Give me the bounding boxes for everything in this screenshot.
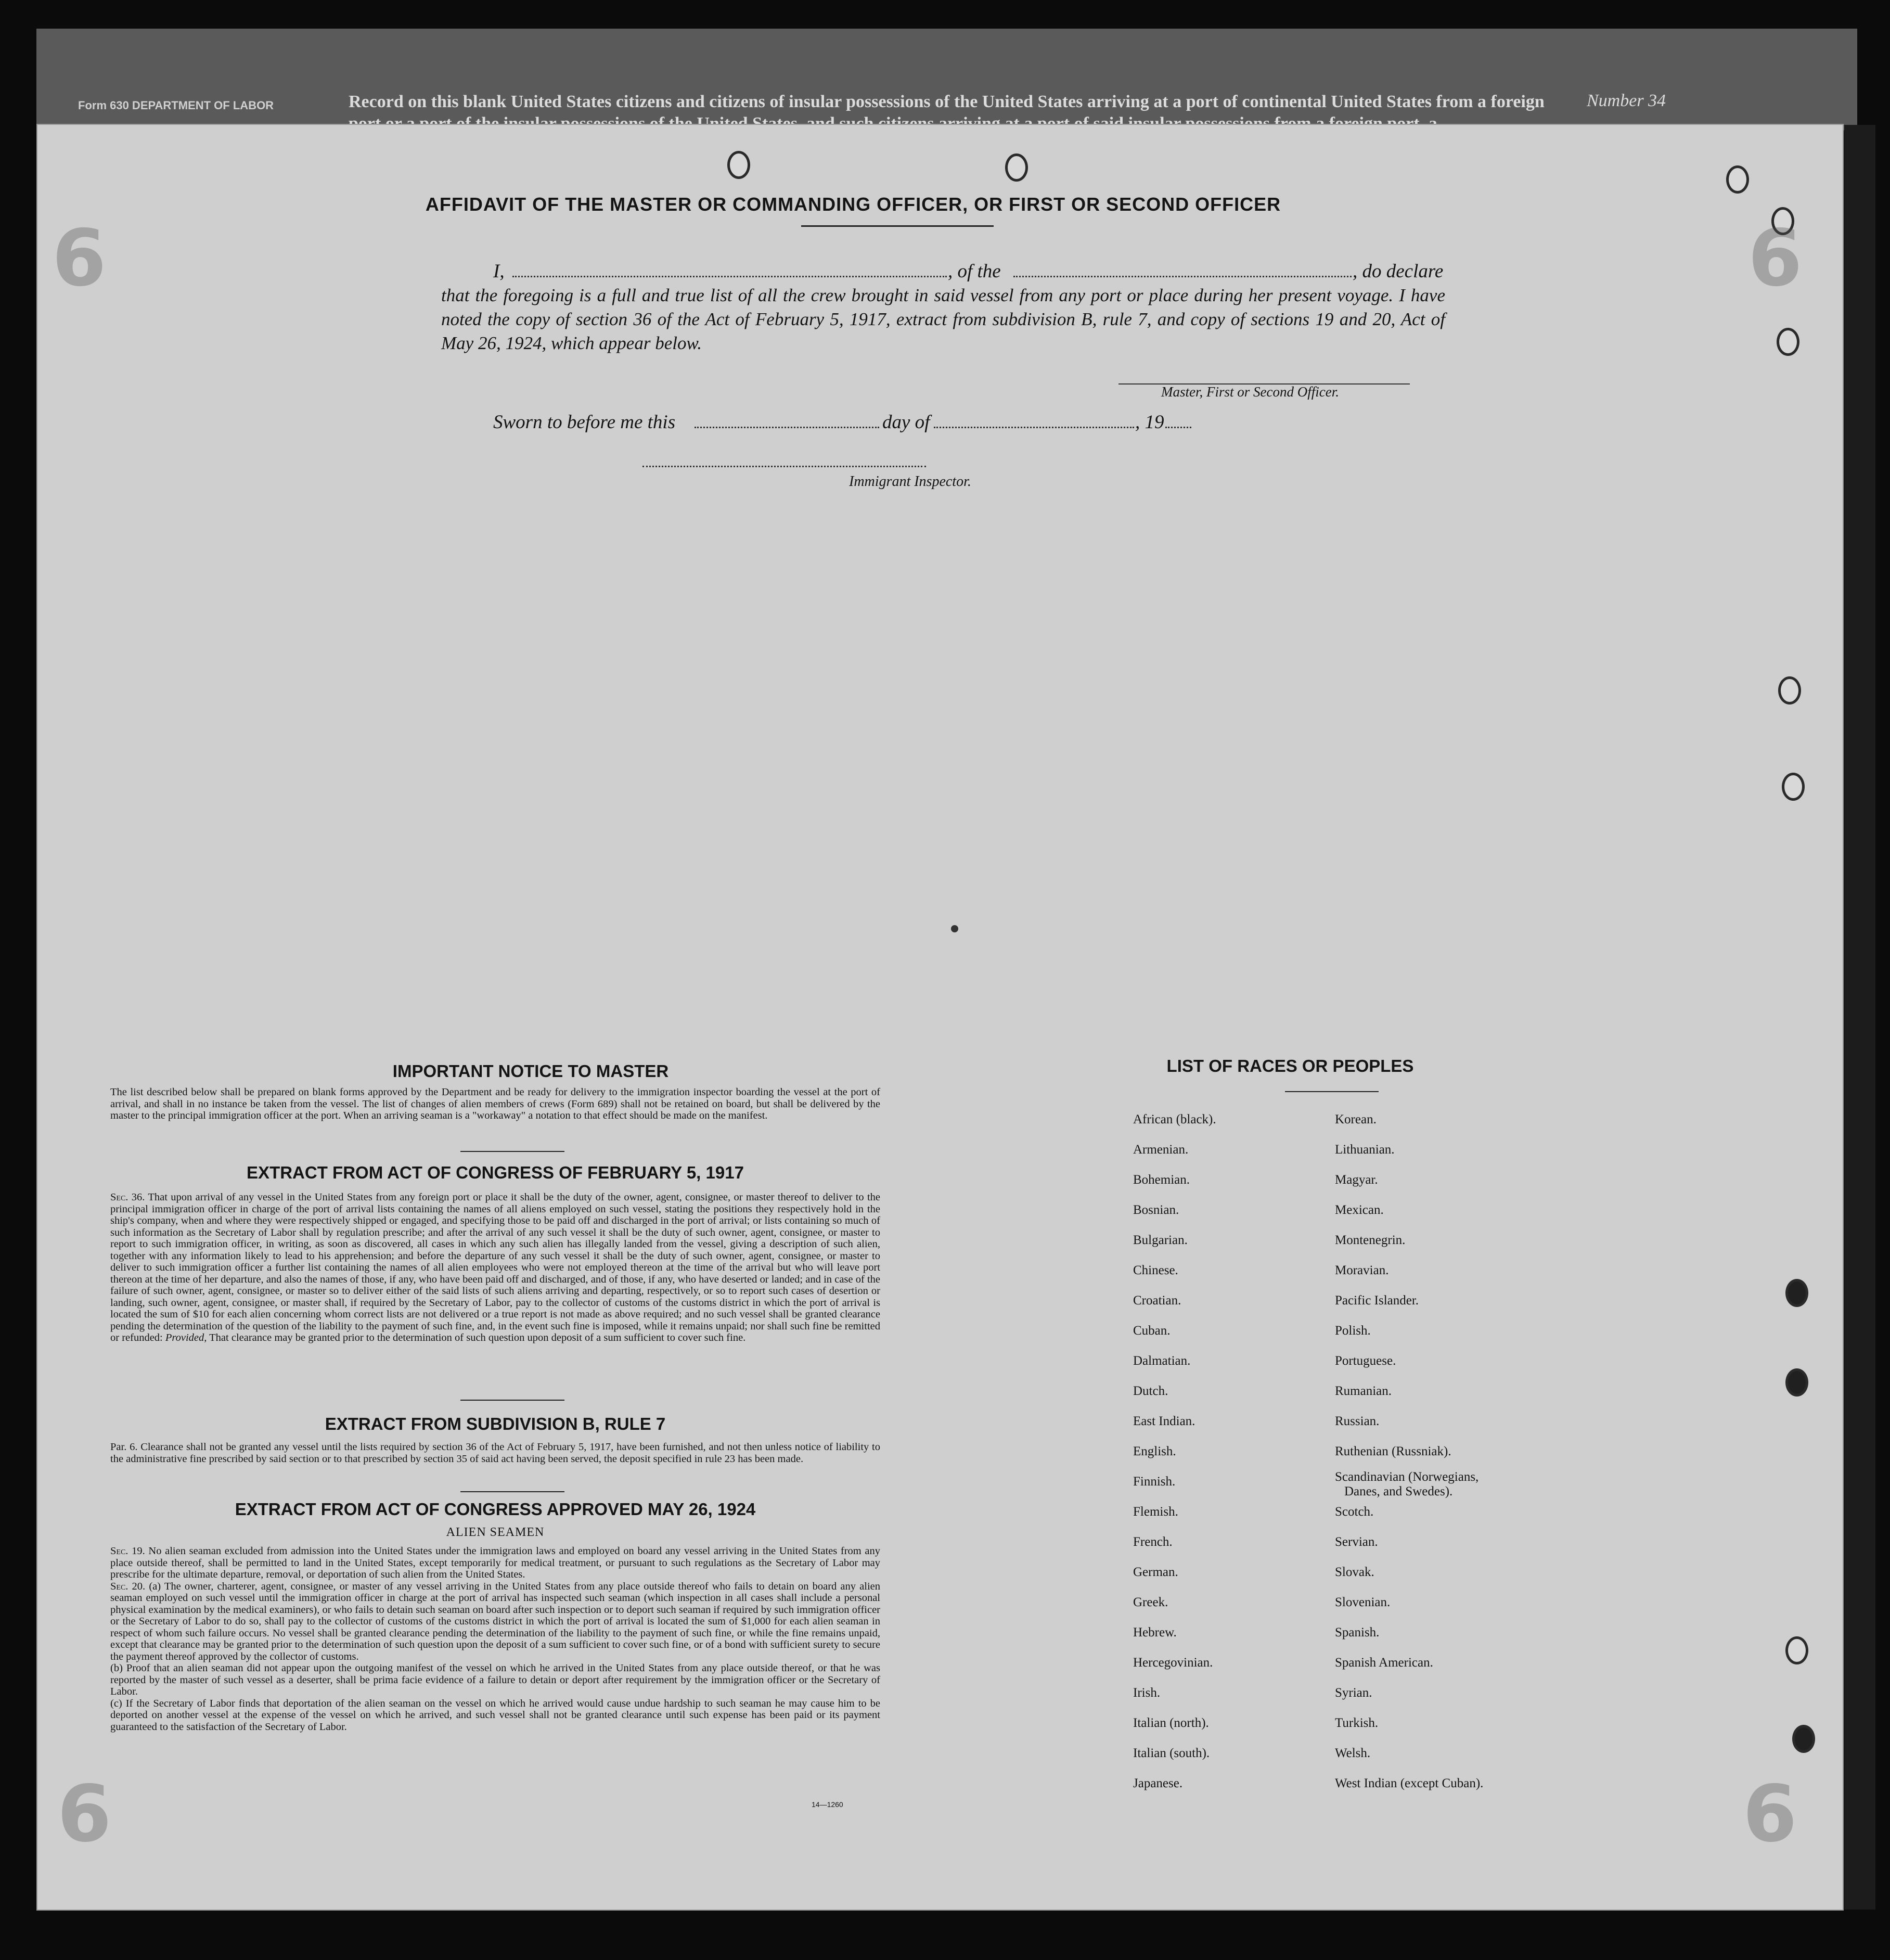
extract-1924-text: [110, 1545, 880, 1733]
inspector-label: Immigrant Inspector.: [849, 473, 971, 490]
bleed-through-mark: 6: [1748, 213, 1803, 304]
race-item: Slovenian.: [1335, 1595, 1391, 1609]
race-item: Welsh.: [1335, 1746, 1371, 1760]
punch-hole-icon: [1777, 328, 1799, 356]
race-item: Magyar.: [1335, 1173, 1378, 1187]
of-the-label: , of the: [948, 261, 1001, 282]
race-item: Spanish American.: [1335, 1656, 1433, 1670]
race-item: Greek.: [1133, 1595, 1168, 1609]
sworn-day-field[interactable]: [695, 427, 879, 428]
race-item: [1335, 1467, 1483, 1497]
race-item: Bosnian.: [1133, 1203, 1179, 1217]
race-item: Bulgarian.: [1133, 1233, 1188, 1247]
alien-seamen-subtitle: ALIEN SEAMEN: [446, 1526, 545, 1539]
race-item-line: Scandinavian (Norwegians,: [1335, 1470, 1479, 1484]
punch-hole-icon: [1778, 676, 1801, 704]
punch-hole-icon: [727, 151, 750, 179]
section-rule: [460, 1491, 564, 1492]
races-title: LIST OF RACES OR PEOPLES: [1166, 1056, 1414, 1075]
race-item: Bohemian.: [1133, 1173, 1190, 1187]
form-label: Form 630 DEPARTMENT OF LABOR: [78, 99, 274, 112]
sec-20c-text: (c) If the Secretary of Labor finds that deportation of the alien seaman on the vessel on which he arrived would cause undue hardship to such seaman he may cause him to be deported on another vessel at the expense of the vessel on which he arrived, and such vessel shall not be granted clearance until such expense has been paid or its payment guaranteed to the satisfaction of the Secretary of Labor.: [110, 1697, 880, 1733]
race-item: Syrian.: [1335, 1686, 1372, 1700]
race-item: Italian (north).: [1133, 1716, 1209, 1730]
sworn-month-field[interactable]: [934, 427, 1134, 428]
bleed-through-mark: 6: [57, 1769, 112, 1860]
sec-20-label: Sec. 20.: [110, 1580, 146, 1592]
sec-36-text: That upon arrival of any vessel in the United States from any foreign port or place it shall be the duty of the owner, agent, consignee, or master thereof to deliver to the principal immigration officer in charge of the port of arrival lists containing the names of all aliens employed on such vessel, stating the positions they respectively hold in the ship's company, when and where they were respectively shipped or engaged, and specifying those to be paid off and discharged in the port of arrival; or lists containing so much of such information as the Secretary of Labor shall by regulation prescribe; and after the arrival of any such vessel it shall be the duty of such owner, agent, consignee, or master to report to such immigration officer, in writing, as soon as discovered, all cases in which any such alien has illegally landed from the vessel, giving a description of such alien, together with any information likely to lead to his apprehension; and before the departure of any such vessel it shall be the duty of such owner, agent, consignee, or master to deliver to such immigration officer a further list containing the names of all alien employees who were not employed thereon at the time of the arrival but who will leave port thereon at the time of her departure, and also the names of those, if any, who have been paid off and discharged, and of those, if any, who have deserted or landed; and in case of the failure of such owner, agent, consignee, or master so to deliver either of the said lists of such aliens arriving and departing, respectively, or so to report such cases of desertion or landing, such owner, agent, consignee, or master shall, if required by the Secretary of Labor, pay to the collector of customs of the customs district in which the port of arrival is located the sum of $10 for each alien concerning whom correct lists are not delivered or a true report is not made as above required; and no such vessel shall be granted clearance pending the determination of the question of the liability to the payment of such fine, and, in the event such fine is imposed, while it remains unpaid; nor shall such fine be remitted or refunded:: [110, 1192, 880, 1343]
extract-1917-title: EXTRACT FROM ACT OF CONGRESS OF FEBRUARY 5, 1917: [247, 1163, 744, 1182]
race-item: Korean.: [1335, 1112, 1377, 1126]
punch-hole-icon: [1785, 1368, 1808, 1397]
punch-hole-icon: [1785, 1636, 1808, 1664]
race-item: English.: [1133, 1444, 1176, 1458]
race-item: Servian.: [1335, 1535, 1378, 1549]
race-item: German.: [1133, 1565, 1178, 1579]
race-item: East Indian.: [1133, 1414, 1195, 1428]
race-item: Hercegovinian.: [1133, 1656, 1213, 1670]
race-item: Hebrew.: [1133, 1625, 1177, 1639]
sec-19-text: No alien seaman excluded from admission into the United States under the immigration laws and employed on board any vessel arriving in the United States from any place outside thereof, shall be permitted to land in the United States, except temporarily for medical treatment, or pursuant to such regulations as the Secretary of Labor may prescribe for the ultimate departure, removal, or deportation of such alien from the United States.: [110, 1545, 881, 1580]
sec-19-label: Sec. 19.: [110, 1545, 145, 1557]
notice-text: The list described below shall be prepared on blank forms approved by the Department and be ready for delivery to the immigration inspector boarding the vessel at the port of arrival, and shall in no instance be taken from the vessel. The list of changes of alien members of crews (Form 689) shall not be retained on board, but shall be delivered by the master to the principal immigration officer at the port. When an arriving seaman is a "workaway" a notation to that effect should be made on the manifest.: [110, 1086, 880, 1121]
race-item: Dalmatian.: [1133, 1354, 1191, 1368]
sworn-year-field[interactable]: [1165, 427, 1191, 428]
vessel-field[interactable]: [1013, 276, 1352, 277]
race-item: West Indian (except Cuban).: [1335, 1776, 1484, 1790]
race-item: Italian (south).: [1133, 1746, 1210, 1760]
form-code: 14—1260: [812, 1800, 843, 1809]
name-field[interactable]: [512, 276, 947, 277]
race-item: Armenian.: [1133, 1143, 1189, 1157]
race-item: Moravian.: [1335, 1263, 1389, 1277]
affidavit-body: that the foregoing is a full and true list of all the crew brought in said vessel from any port or place during her present voyage. I have noted the copy of section 36 of the Act of February 5, 1917, extract from subdivision B, rule 7, and copy of sections 19 and 20, Act of May 26, 1924, which appear below.: [441, 285, 1445, 353]
race-item: French.: [1133, 1535, 1173, 1549]
section-rule: [460, 1151, 564, 1152]
race-item: Lithuanian.: [1335, 1143, 1395, 1157]
race-item: Mexican.: [1335, 1203, 1384, 1217]
race-item: Polish.: [1335, 1324, 1371, 1338]
sec-20a-text: (a) The owner, charterer, agent, consignee, or master of any vessel arriving in the United States from any place outside thereof who fails to detain on board any alien seaman employed on such vessel until the immigration officer in charge at the port of arrival has inspected such seaman (which inspection in all cases shall include a personal physical examination by the medical examiners), or who fails to detain such seaman on board after such inspection or to deport such seaman if required by such immigration officer or the Secretary of Labor to do so, shall pay to the collector of customs of the customs district in which the port of arrival is located the sum of $1,000 for each alien seaman in respect of whom such failure occurs. No vessel shall be granted clearance pending the determination of the liability to the payment of such fine, or while the fine remains unpaid, except that clearance may be granted prior to the determination of such question upon the deposit of a sum sufficient to cover such fine, or of a bond with sufficient surety to secure the payment thereof approved by the collector of customs.: [110, 1580, 881, 1662]
sec-20b-text: (b) Proof that an alien seaman did not appear upon the outgoing manifest of the vessel on which he arrived in the United States from any place outside thereof, or that he was reported by the master of such vessel as a deserter, shall be prima facie evidence of a failure to detain or deport after requirement by the immigration officer or the Secretary of Labor.: [110, 1662, 880, 1697]
master-label: Master, First or Second Officer.: [1161, 384, 1339, 400]
provided-label: Provided,: [165, 1332, 207, 1343]
day-of-label: day of: [882, 412, 930, 433]
extract-1917-text: [110, 1192, 880, 1344]
race-item: Ruthenian (Russniak).: [1335, 1444, 1451, 1458]
race-item: Japanese.: [1133, 1776, 1183, 1790]
section-rule: [460, 1400, 564, 1401]
sworn-label: Sworn to before me this: [493, 412, 676, 433]
sheet-edge: [1844, 125, 1875, 1910]
punch-hole-icon: [1782, 773, 1805, 801]
rule7-text: Par. 6. Clearance shall not be granted any vessel until the lists required by section 36 of the Act of February 5, 1917, have been furnished, and not then unless notice of liability to the administrative fine prescribed by said section or to that prescribed by section 35 of said act having been served, the deposit specified in rule 23 has been made.: [110, 1441, 880, 1465]
races-right-column: [1335, 1105, 1483, 1799]
strip-instructions: Record on this blank United States citizens and citizens of insular possessions of the United States arriving at a port of continental United States from a foreign: [349, 92, 1545, 111]
race-item: Rumanian.: [1335, 1384, 1392, 1398]
punch-hole-icon: [1726, 165, 1749, 194]
race-item: Irish.: [1133, 1686, 1161, 1700]
race-item: Portuguese.: [1335, 1354, 1396, 1368]
races-left-column: [1133, 1105, 1216, 1799]
races-rule: [1285, 1091, 1379, 1092]
year-label: , 19: [1135, 412, 1164, 433]
title-rule: [801, 225, 994, 227]
race-item: African (black).: [1133, 1112, 1216, 1126]
extract-1924-title: EXTRACT FROM ACT OF CONGRESS APPROVED MAY 26, 1924: [235, 1500, 756, 1519]
punch-hole-icon: [1792, 1725, 1815, 1753]
race-item: Russian.: [1335, 1414, 1380, 1428]
punch-hole-icon: [1785, 1279, 1808, 1307]
race-item: Cuban.: [1133, 1324, 1171, 1338]
affidavit-title: AFFIDAVIT OF THE MASTER OR COMMANDING OFFICER, OR FIRST OR SECOND OFFICER: [425, 194, 1281, 215]
i-label: I,: [493, 261, 505, 282]
race-item: Croatian.: [1133, 1293, 1181, 1308]
race-item: Dutch.: [1133, 1384, 1168, 1398]
sec-36-end: That clearance may be granted prior to the determination of such question upon deposit of a sum sufficient to cover such fine.: [209, 1332, 746, 1343]
sec-label: Sec. 36.: [110, 1192, 145, 1203]
race-item: Montenegrin.: [1335, 1233, 1406, 1247]
race-item: Flemish.: [1133, 1505, 1178, 1519]
race-item: Scotch.: [1335, 1505, 1374, 1519]
notice-title: IMPORTANT NOTICE TO MASTER: [392, 1061, 669, 1081]
rule7-title: EXTRACT FROM SUBDIVISION B, RULE 7: [325, 1414, 666, 1433]
ink-spot: [951, 925, 958, 932]
bleed-through-mark: 6: [52, 213, 107, 304]
bleed-through-mark: 6: [1743, 1769, 1797, 1860]
race-item: Turkish.: [1335, 1716, 1379, 1730]
race-item: Finnish.: [1133, 1475, 1176, 1489]
declare-label: , do declare: [1353, 261, 1444, 282]
race-item: Pacific Islander.: [1335, 1293, 1419, 1308]
punch-hole-icon: [1005, 153, 1028, 182]
number-label: Number 34: [1587, 91, 1666, 110]
race-item: Spanish.: [1335, 1625, 1380, 1639]
underlying-sheet-strip: [36, 29, 1857, 131]
race-item: Chinese.: [1133, 1263, 1178, 1277]
race-item-line: Danes, and Swedes).: [1344, 1484, 1453, 1498]
inspector-signature-line[interactable]: [642, 466, 926, 467]
race-item: Slovak.: [1335, 1565, 1374, 1579]
